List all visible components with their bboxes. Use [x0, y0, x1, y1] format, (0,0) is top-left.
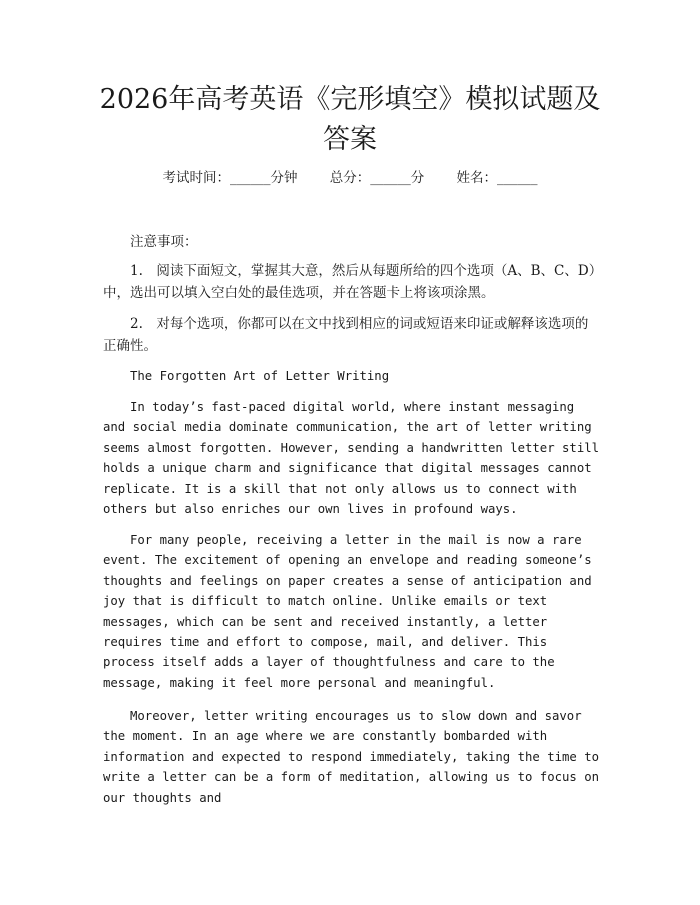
essay-paragraph-3: Moreover, letter writing encourages us to slow down and savor the moment. In an age where we are constantly bombarded with information and expected to respond immediately, taking the time to write a letter can be a form of meditation, allowing us to focus on our thoughts and	[103, 709, 600, 805]
student-name-label: 姓名：______	[456, 170, 538, 186]
notice-heading: 注意事项：	[130, 234, 198, 250]
exam-meta	[0, 168, 700, 188]
notice-item-1: 1. 阅读下面短文，掌握其大意，然后从每题所给的四个选项（A、B、C、D）中，选出可以填入空白处的最佳选项，并在答题卡上将该项涂黑。	[103, 263, 596, 301]
essay-paragraph-2: For many people, receiving a letter in the mail is now a rare event. The excitement of opening an envelope and reading someone’s thoughts and feelings on paper creates a sense of anticipation and joy that is difficult to match online. Unlike emails or text messages, which can be sent and received instantly, a letter requires time and effort to compose, mail, and deliver. This process itself adds a layer of thoughtfulness and care to the message, making it feel more personal and meaningful.	[103, 533, 592, 690]
essay-title: The Forgotten Art of Letter Writing	[130, 369, 390, 383]
document-title: 2026年高考英语《完形填空》模拟试题及答案	[99, 84, 601, 155]
notice-item-2: 2. 对每个选项，你都可以在文中找到相应的词或短语来印证或解释该选项的正确性。	[103, 316, 589, 354]
exam-time-label: 考试时间：______分钟	[162, 170, 298, 186]
total-score-label: 总分：______分	[329, 170, 425, 186]
essay-paragraph-1: In today’s fast-paced digital world, where instant messaging and social media dominate communication, the art of letter writing seems almost forgotten. However, sending a handwritten letter still holds a unique charm and significance that digital messages cannot replicate. It is a skill that not only allows us to connect with others but also enriches our own lives in profound ways.	[103, 400, 600, 517]
